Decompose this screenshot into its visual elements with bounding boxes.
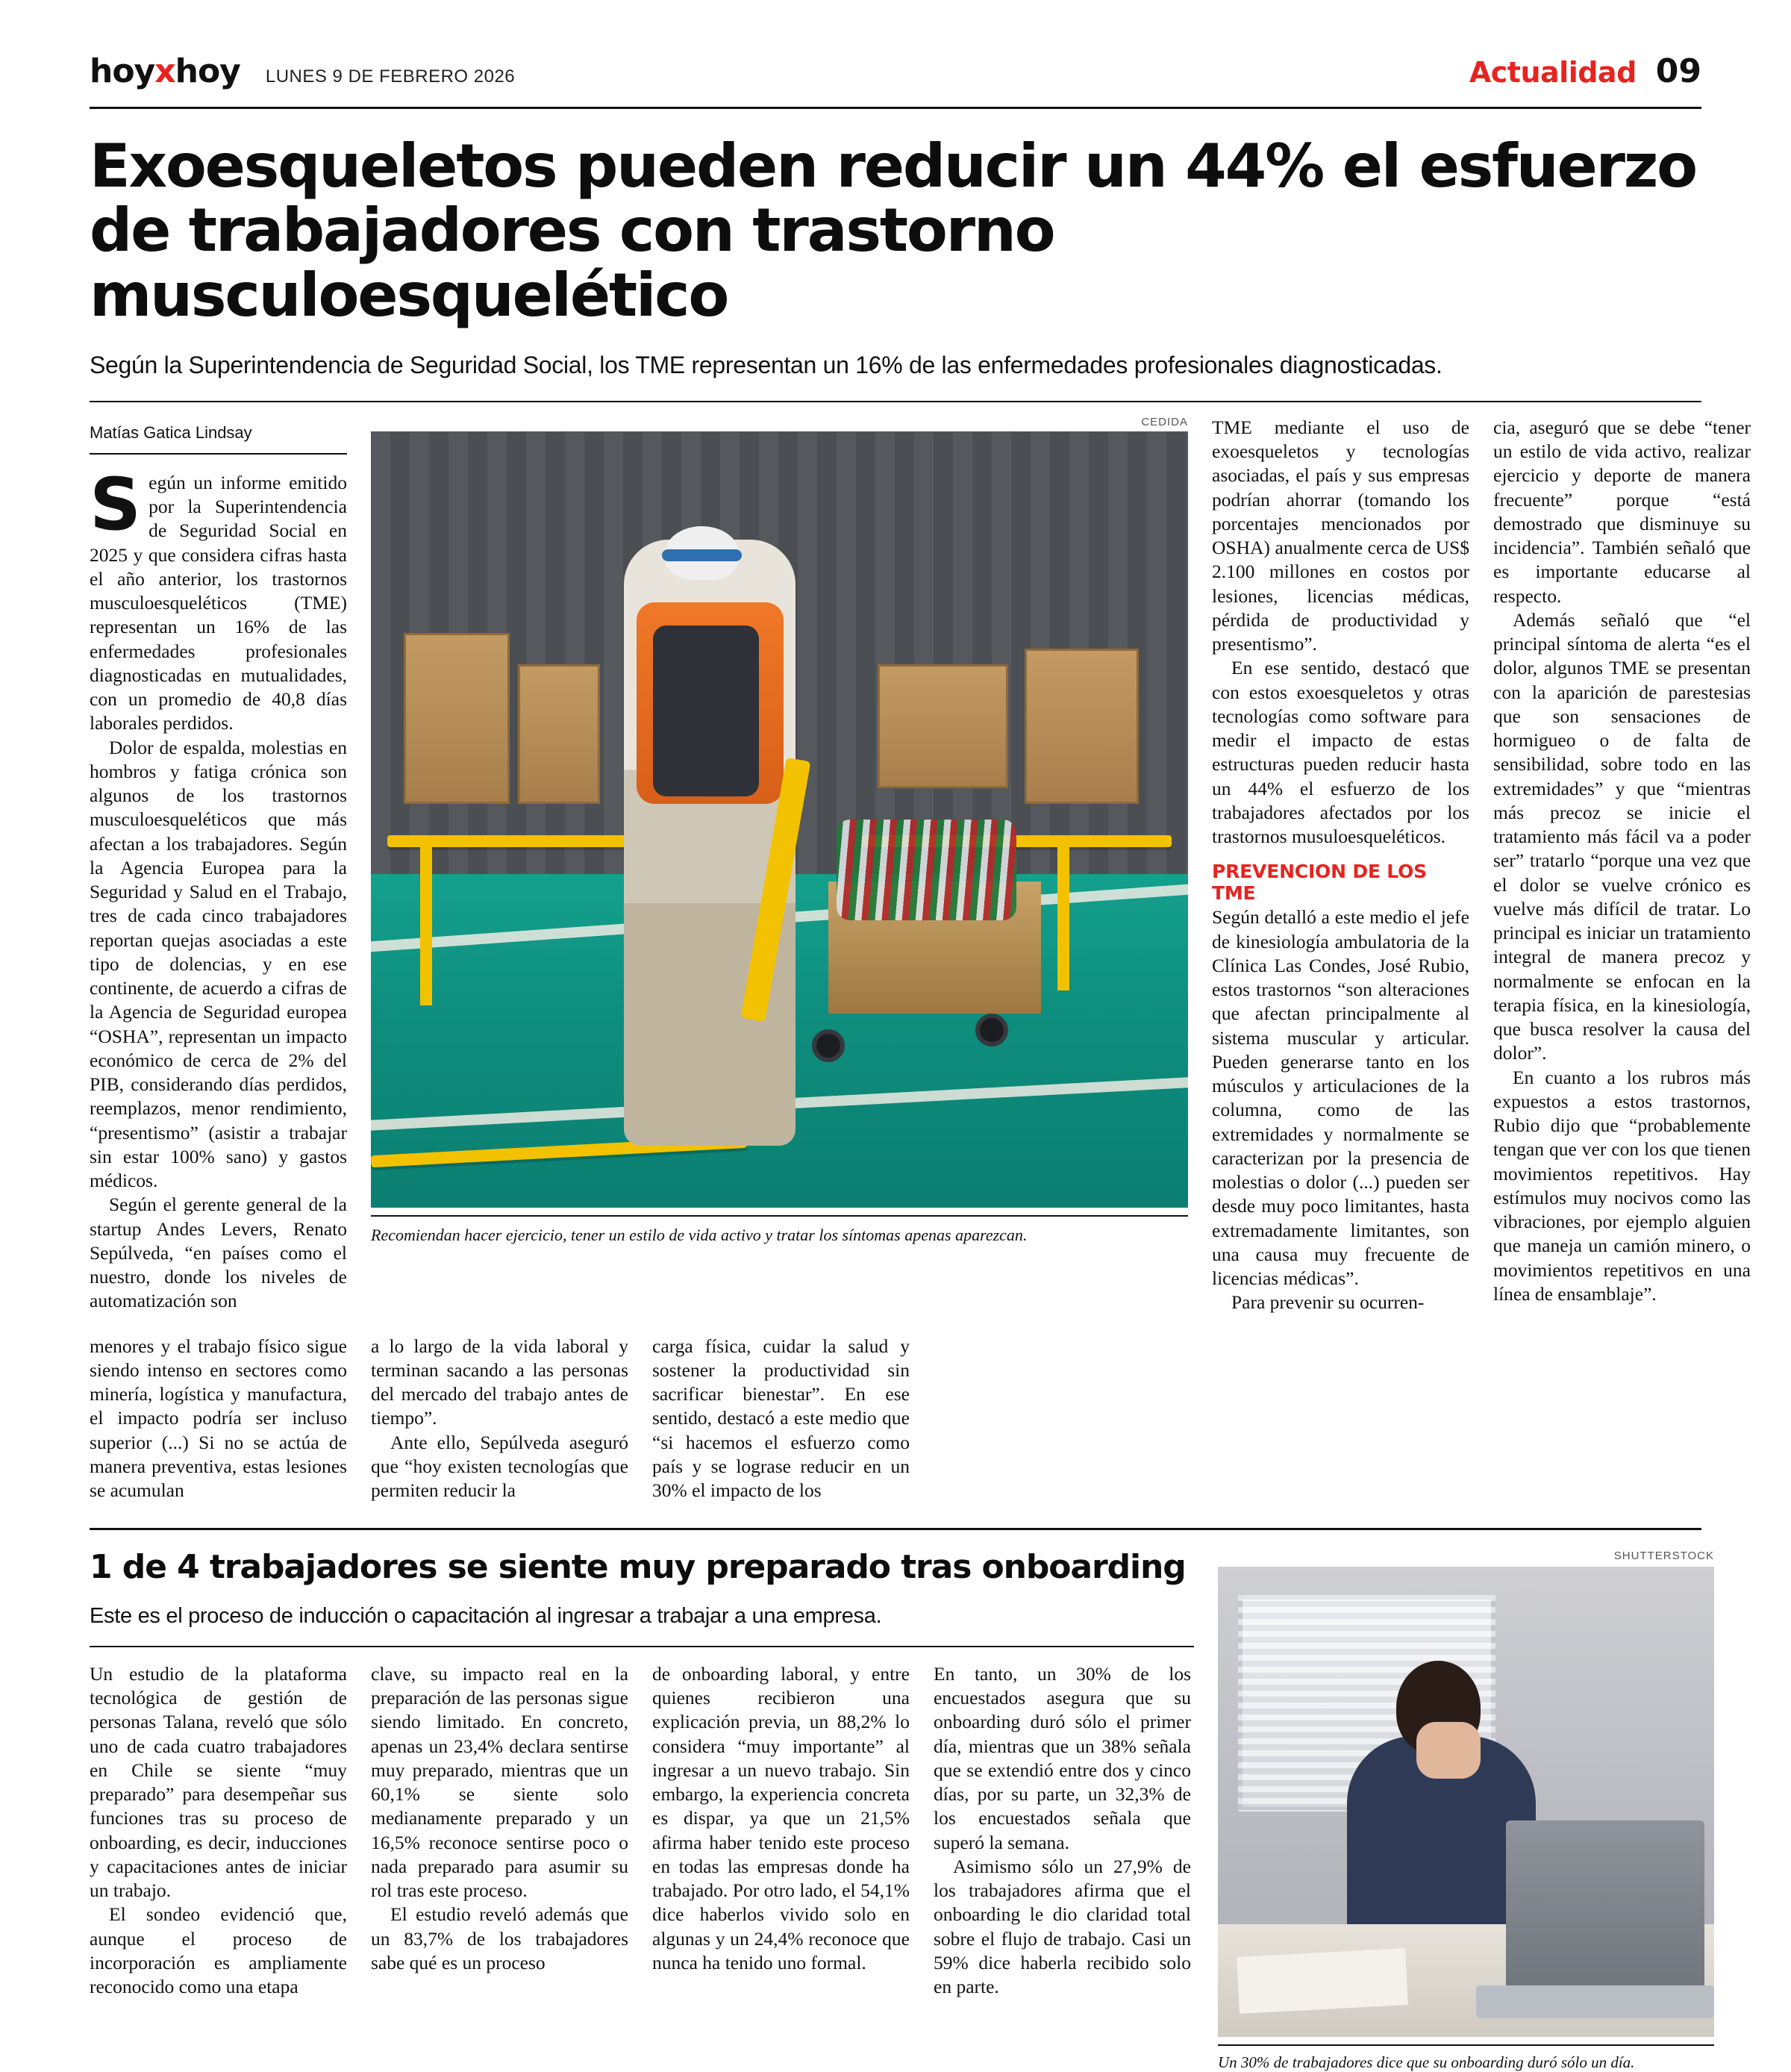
dropcap: S (90, 462, 142, 546)
masthead-right (1469, 52, 1701, 90)
article1-under-photo (90, 1335, 1701, 1503)
article2-text-block (90, 1550, 1194, 2072)
article2-photo (1218, 1567, 1714, 2037)
article2-gutter (1194, 1550, 1218, 2072)
divider-articles (90, 1528, 1701, 1530)
byline: Matías Gatica Lindsay (90, 422, 252, 442)
article1-kicker: PREVENCION DE LOS TME (1212, 861, 1427, 905)
article1-column-1 (90, 416, 347, 1315)
divider-subhead (90, 401, 1701, 402)
article2-col-3: de onboarding laboral, y entre quienes recibieron una explicación previa, un 88,2% lo considera “muy importante” al ingresar a un nuevo trabajo. Sin embargo, la experiencia concreta es dispar, ya que un 21,5% afirma haber tenido este proceso en todas las empresas donde ha trabajado. Por otro lado, el 54,1% dice haberlos vivido solo en algunas y un 24,4% reconoce que nunca ha tenido uno formal. (652, 1662, 910, 1973)
article2-headline: 1 de 4 trabajadores se siente muy preparado tras onboarding (90, 1548, 1186, 1587)
photo-credit: CEDIDA (1141, 415, 1188, 428)
article1-under-col-2: a lo largo de la vida laboral y terminan sacando a las personas del mercado del trabajo antes de tiempo”. Ante ello, Sepúlveda aseguró que “hoy existen tecnologías que permiten reducir la (371, 1335, 628, 1502)
page-number: 09 (1655, 52, 1701, 90)
article1-photo-block (371, 416, 1188, 1315)
article1-top-grid (90, 415, 1751, 1315)
article2-col-1: Un estudio de la plataforma tecnológica de gestión de personas Talana, reveló que sólo uno de cada cuatro trabajadores en Chile se siente “muy preparado” para desempeñar sus funciones tras su proceso de onboarding, es decir, inducciones y capacitaciones antes de iniciar un trabajo. El sondeo evidenció que, aunque el proceso de incorporación es ampliamente reconocido como una etapa (90, 1662, 347, 1998)
article1-photo (371, 431, 1188, 1208)
article2 (90, 1548, 1714, 2072)
divider-article2 (90, 1646, 1194, 1647)
divider-byline (90, 453, 347, 455)
article2-subhead: Este es el proceso de inducción o capacitación al ingresar a trabajar a una empresa. (90, 1603, 882, 1628)
article1-under-col-1: menores y el trabajo físico sigue siendo intenso en sectores como minería, logística y manufactura, el impacto podría ser incluso superior (...) Si no se actúa de manera preventiva, estas lesiones se acumulan (90, 1335, 347, 1502)
article2-columns (90, 1662, 1194, 2000)
article1-col1-text: Según un informe emitido por la Superintendencia de Seguridad Social en 2025 y que considera cifras hasta el año anterior, los trastornos musculoesqueléticos (TME) representan un 16% de las enfermedades profesionales diagnosticadas en mutualidades, con un promedio de 40,8 días laborales perdidos. Dolor de espalda, molestias en hombros y fatiga crónica son algunos de los trastornos musculoesqueléticos que más afectan a los trabajadores. Según la Agencia Europea para la Seguridad y Salud en el Trabajo, tres de cada cinco trabajadores reportan quejas asociadas a este tipo de dolencias, y en ese continente, de acuerdo a cifras de la Agencia de Seguridad europea “OSHA”, representan un impacto económico de cerca de 2% del PIB, considerando días perdidos, reemplazos, menor rendimiento, “presentismo” (asistir a trabajar sin estar 100% sano) y gastos médicos. Según el gerente general de la startup Andes Levers, Renato Sepúlveda, “en países como el nuestro, donde los niveles de automatización son (90, 462, 347, 1312)
article1-column-5: cia, aseguró que se debe “tener un estilo de vida activo, realizar ejercicio y deporte de manera frecuente” porque “está demostrado que disminuye su incidencia”. También señaló que es importante educarse al respecto. Además señaló que “el principal síntoma de alerta “es el dolor, algunos TME se presentan con la aparición de parestesias que son sensaciones de hormigueo o de falta de sensibilidad, sobre todo en las extremidades” y que “mientras más precoz se inicie el tratamiento más fácil va a poder ser” tratarlo “porque una vez que el dolor se vuelve crónico es vuelve más difícil de tratar. Lo principal es iniciar un tratamiento integral de manera precoz y normalmente se enfocan en la terapia física, en la kinesiología, que busca resolver la causa del dolor”. En cuanto a los rubros más expuestos a estos trastornos, Rubio dijo que “probablemente tengan que ver con los que tienen movimientos repetitivos. Hay estímulos muy nocivos como las vibraciones, por ejemplo alguien que maneja un camión minero, o movimientos repetitivos en una línea de ensamblaje”. (1493, 416, 1751, 1305)
article2-col-4: En tanto, un 30% de los encuestados asegura que su onboarding duró sólo el primer día, mientras que un 38% señala que se extendió entre dos y cinco días, por su parte, un 32,3% de los encuestados señala que superó la semana. Asimismo sólo un 27,9% de los trabajadores afirma que el onboarding le dio claridad total sobre el flujo de trabajo. Casi un 59% dice haberla recibido solo en parte. (934, 1662, 1191, 1998)
article1-under-col-3: carga física, cuidar la salud y sostener la productividad sin sacrificar bienestar”. En ese sentido, destacó a este medio que “si hacemos el esfuerzo como país y se lograse reducir en un 30% el impacto de los (652, 1335, 910, 1502)
article1-subhead: Según la Superintendencia de Seguridad Social, los TME representan un 16% de las enfermedades profesionales diagnosticadas. (90, 352, 1443, 379)
issue-date: LUNES 9 DE FEBRERO 2026 (265, 66, 516, 87)
article2-caption: Un 30% de trabajadores dice que su onboarding duró sólo un día. (1218, 2044, 1714, 2072)
photo2-credit: SHUTTERSTOCK (1613, 1550, 1714, 1563)
article2-col-2: clave, su impacto real en la preparación de las personas sigue siendo limitado. En concreto, apenas un 23,4% declara sentirse muy preparado, mientras que un 60,1% se siente solo medianamente preparado y un 16,5% reconoce sentirse poco o nada preparado para asumir su rol tras este proceso. El estudio reveló además que un 83,7% de los trabajadores sabe qué es un proceso (371, 1662, 628, 1973)
divider-top (90, 107, 1701, 109)
article1-column-4: TME mediante el uso de exoesqueletos y tecnologías asociadas, el país y sus empresas podrían ahorrar (tomando los porcentajes mencionados por OSHA) anualmente cerca de US$ 2.100 millones en costos por lesiones, licencias médicas, pérdida de productividad y presentismo”. En ese sentido, destacó que con estos exoesqueletos y otras tecnologías como software para medir el impacto de estas estructuras pueden reducir hasta un 44% el esfuerzo de los trabajadores afectados por los trastornos musuloesqueléticos. PREVENCION DE LOS TME Según detalló a este medio el jefe de kinesiología ambulatoria de la Clínica Las Condes, José Rubio, estos trastornos “son alteraciones que afectan principalmente al sistema muscular y articular. Pueden generarse tanto en los músculos y articulaciones de la columna, como de las extremidades y normalmente se caracterizan por la presencia de molestias o dolor (...) pueden ser desde muy poco limitantes, hasta extremadamente limitantes, son una causa muy frecuente de licencias médicas”. Para prevenir su ocurren- (1212, 416, 1469, 1314)
article1-headline: Exoesqueletos pueden reducir un 44% el esfuerzo de trabajadores con trastorno musculoesquelético (90, 131, 1696, 330)
masthead (90, 0, 1701, 90)
article1-caption: Recomiendan hacer ejercicio, tener un estilo de vida activo y tratar los síntomas apenas aparezcan. (371, 1215, 1188, 1245)
article2-photo-block (1218, 1550, 1714, 2072)
publication-logo: hoyxhoy (90, 52, 240, 90)
section-title: Actualidad (1469, 56, 1637, 89)
